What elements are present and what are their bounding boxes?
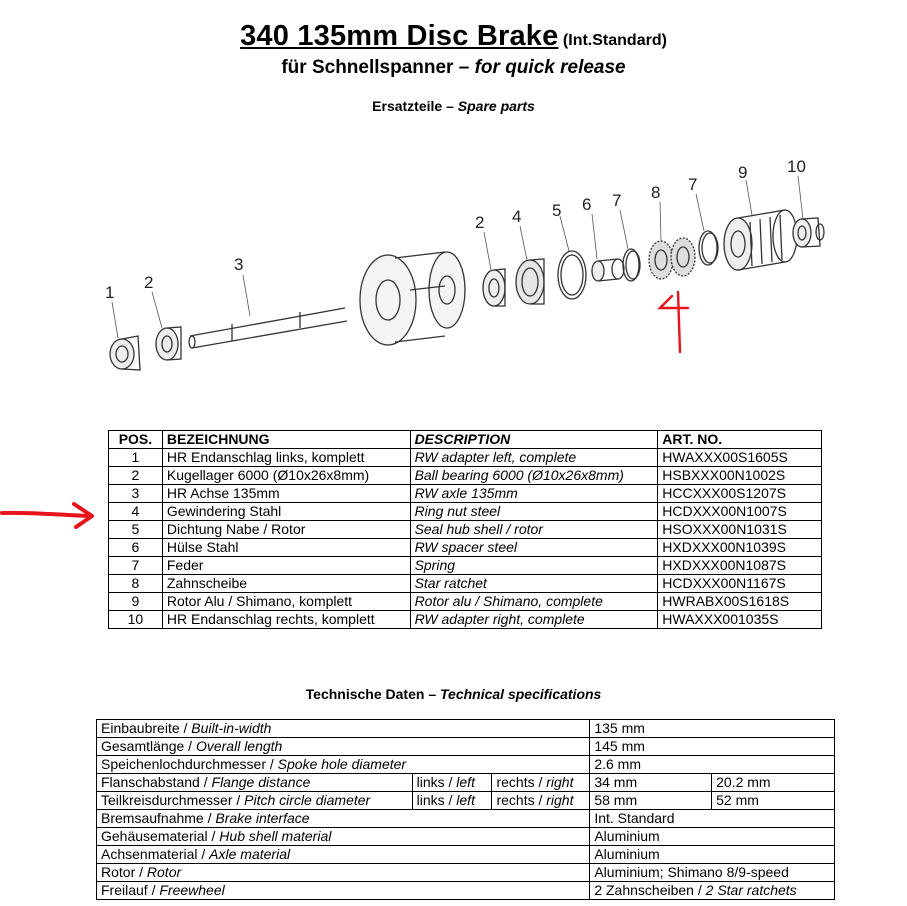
- parts-table-row: [109, 611, 822, 629]
- part-art-no: HCDXXX00N1007S: [658, 503, 822, 521]
- parts-table-row: [109, 521, 822, 539]
- spec-side-left: links / left: [412, 792, 492, 810]
- part-art-no: HWAXXX001035S: [658, 611, 822, 629]
- part-name: Rotor Alu / Shimano, komplett: [162, 593, 410, 611]
- spec-label: Bremsaufnahme / Brake interface: [97, 810, 590, 828]
- part-7-spring-left: [623, 249, 640, 281]
- spec-label: Gehäusematerial / Hub shell material: [97, 828, 590, 846]
- diagram-label: 6: [582, 195, 592, 214]
- part-description: RW adapter left, complete: [410, 449, 658, 467]
- parts-table-row: [109, 539, 822, 557]
- spec-value: 2 Zahnscheiben / 2 Star ratchets: [590, 882, 835, 900]
- spec-value-right: 20.2 mm: [712, 774, 835, 792]
- spec-value: 135 mm: [590, 720, 835, 738]
- diagram-label: 5: [552, 201, 562, 220]
- spec-side-right: rechts / right: [492, 792, 590, 810]
- hub-shell: [360, 252, 465, 345]
- diagram-label: 7: [688, 175, 698, 194]
- subtitle-separator: –: [453, 57, 475, 78]
- red-annotation-arrow-icon: [0, 495, 100, 535]
- parts-table-row: [109, 485, 822, 503]
- part-1-adapter-left: [110, 336, 140, 370]
- part-6-spacer: [592, 259, 624, 281]
- spec-value: Aluminium: [590, 846, 835, 864]
- part-name: Kugellager 6000 (Ø10x26x8mm): [162, 467, 410, 485]
- part-art-no: HXDXXX00N1039S: [658, 539, 822, 557]
- spec-value: Aluminium; Shimano 8/9-speed: [590, 864, 835, 882]
- part-name: Gewindering Stahl: [162, 503, 410, 521]
- spec-value: 145 mm: [590, 738, 835, 756]
- spec-label: Gesamtlänge / Overall length: [97, 738, 590, 756]
- diagram-label: 10: [787, 157, 806, 176]
- spec-label: Achsenmaterial / Axle material: [97, 846, 590, 864]
- part-2-bearing-right: [483, 269, 505, 306]
- col-header-description: DESCRIPTION: [410, 431, 658, 449]
- specs-table: [96, 719, 835, 900]
- part-5-seal: [558, 251, 586, 299]
- spec-label: Flanschabstand / Flange distance: [97, 774, 413, 792]
- part-3-axle: [189, 308, 347, 348]
- part-description: Ring nut steel: [410, 503, 658, 521]
- part-pos: 3: [109, 485, 163, 503]
- part-9-freewheel-body: [724, 210, 797, 270]
- parts-table-row: [109, 593, 822, 611]
- part-art-no: HCDXXX00N1167S: [658, 575, 822, 593]
- diagram-label: 2: [144, 273, 154, 292]
- parts-table-row: [109, 575, 822, 593]
- part-name: HR Endanschlag rechts, komplett: [162, 611, 410, 629]
- spec-side-left: links / left: [412, 774, 492, 792]
- spec-row: [97, 738, 835, 756]
- diagram-label: 4: [512, 207, 522, 226]
- red-annotation-mark: [660, 292, 688, 352]
- part-description: Ball bearing 6000 (Ø10x26x8mm): [410, 467, 658, 485]
- spec-row: [97, 882, 835, 900]
- spec-value: 2.6 mm: [590, 756, 835, 774]
- spec-value: Aluminium: [590, 828, 835, 846]
- spec-side-right: rechts / right: [492, 774, 590, 792]
- part-name: Zahnscheibe: [162, 575, 410, 593]
- spec-row: [97, 720, 835, 738]
- part-name: Feder: [162, 557, 410, 575]
- subtitle-en: for quick release: [474, 57, 626, 78]
- part-name: HR Achse 135mm: [162, 485, 410, 503]
- part-pos: 10: [109, 611, 163, 629]
- parts-table-row: [109, 467, 822, 485]
- part-description: Spring: [410, 557, 658, 575]
- part-name: Dichtung Nabe / Rotor: [162, 521, 410, 539]
- part-description: Rotor alu / Shimano, complete: [410, 593, 658, 611]
- part-description: Star ratchet: [410, 575, 658, 593]
- spec-row: [97, 756, 835, 774]
- tech-heading-en: Technical specifications: [440, 686, 602, 702]
- spec-label: Teilkreisdurchmesser / Pitch circle diameter: [97, 792, 413, 810]
- part-8-star-ratchets: [649, 238, 695, 279]
- spare-parts-heading-en: Spare parts: [457, 98, 535, 114]
- spec-value-left: 58 mm: [590, 792, 712, 810]
- part-name: HR Endanschlag links, komplett: [162, 449, 410, 467]
- col-header-art-no: ART. NO.: [658, 431, 822, 449]
- part-4-ring-nut: [516, 259, 544, 304]
- diagram-label: 3: [234, 255, 244, 274]
- parts-table: [108, 430, 822, 629]
- spec-row: [97, 810, 835, 828]
- diagram-label: 2: [475, 213, 485, 232]
- part-art-no: HXDXXX00N1087S: [658, 557, 822, 575]
- part-art-no: HWRABX00S1618S: [658, 593, 822, 611]
- spare-parts-heading-de: Ersatzteile: [372, 98, 443, 114]
- parts-table-row: [109, 557, 822, 575]
- part-pos: 5: [109, 521, 163, 539]
- document-subtitle: [0, 57, 907, 79]
- spare-parts-heading: [0, 98, 907, 114]
- title-standard: (Int.Standard): [562, 32, 667, 49]
- spec-label: Speichenlochdurchmesser / Spoke hole diameter: [97, 756, 590, 774]
- part-pos: 6: [109, 539, 163, 557]
- part-2-bearing-left: [156, 327, 181, 360]
- parts-table-row: [109, 503, 822, 521]
- part-description: RW spacer steel: [410, 539, 658, 557]
- diagram-label: 1: [105, 283, 115, 302]
- part-description: Seal hub shell / rotor: [410, 521, 658, 539]
- part-pos: 4: [109, 503, 163, 521]
- title-main: 340 135mm Disc Brake: [240, 20, 559, 52]
- part-art-no: HWAXXX00S1605S: [658, 449, 822, 467]
- col-header-name: BEZEICHNUNG: [162, 431, 410, 449]
- spec-row: [97, 774, 835, 792]
- document-title: [0, 20, 907, 53]
- part-7-spring-right: [699, 231, 718, 265]
- spec-label: Einbaubreite / Built-in-width: [97, 720, 590, 738]
- diagram-label: 7: [612, 191, 622, 210]
- part-art-no: HSBXXX00N1002S: [658, 467, 822, 485]
- spare-parts-heading-sep: –: [442, 98, 458, 114]
- col-header-pos: POS.: [109, 431, 163, 449]
- part-name: Hülse Stahl: [162, 539, 410, 557]
- part-description: RW axle 135mm: [410, 485, 658, 503]
- subtitle-de: für Schnellspanner: [281, 57, 454, 78]
- spec-row: [97, 828, 835, 846]
- part-description: RW adapter right, complete: [410, 611, 658, 629]
- spec-label: Freilauf / Freewheel: [97, 882, 590, 900]
- parts-table-row: [109, 449, 822, 467]
- spec-value: Int. Standard: [590, 810, 835, 828]
- spec-label: Rotor / Rotor: [97, 864, 590, 882]
- diagram-label: 8: [651, 183, 661, 202]
- part-art-no: HSOXXX00N1031S: [658, 521, 822, 539]
- tech-heading-sep: –: [424, 686, 441, 702]
- spec-row: [97, 864, 835, 882]
- part-pos: 8: [109, 575, 163, 593]
- spec-row: [97, 846, 835, 864]
- exploded-hub-diagram: [0, 140, 907, 380]
- diagram-label: 9: [738, 163, 748, 182]
- part-pos: 2: [109, 467, 163, 485]
- tech-heading-de: Technische Daten: [305, 686, 425, 702]
- spec-row: [97, 792, 835, 810]
- spec-value-left: 34 mm: [590, 774, 712, 792]
- spec-value-right: 52 mm: [712, 792, 835, 810]
- part-pos: 7: [109, 557, 163, 575]
- parts-table-header-row: [109, 431, 822, 449]
- part-art-no: HCCXXX00S1207S: [658, 485, 822, 503]
- part-pos: 9: [109, 593, 163, 611]
- technical-specifications-heading: [0, 686, 907, 702]
- part-pos: 1: [109, 449, 163, 467]
- part-10-adapter-right: [793, 218, 824, 247]
